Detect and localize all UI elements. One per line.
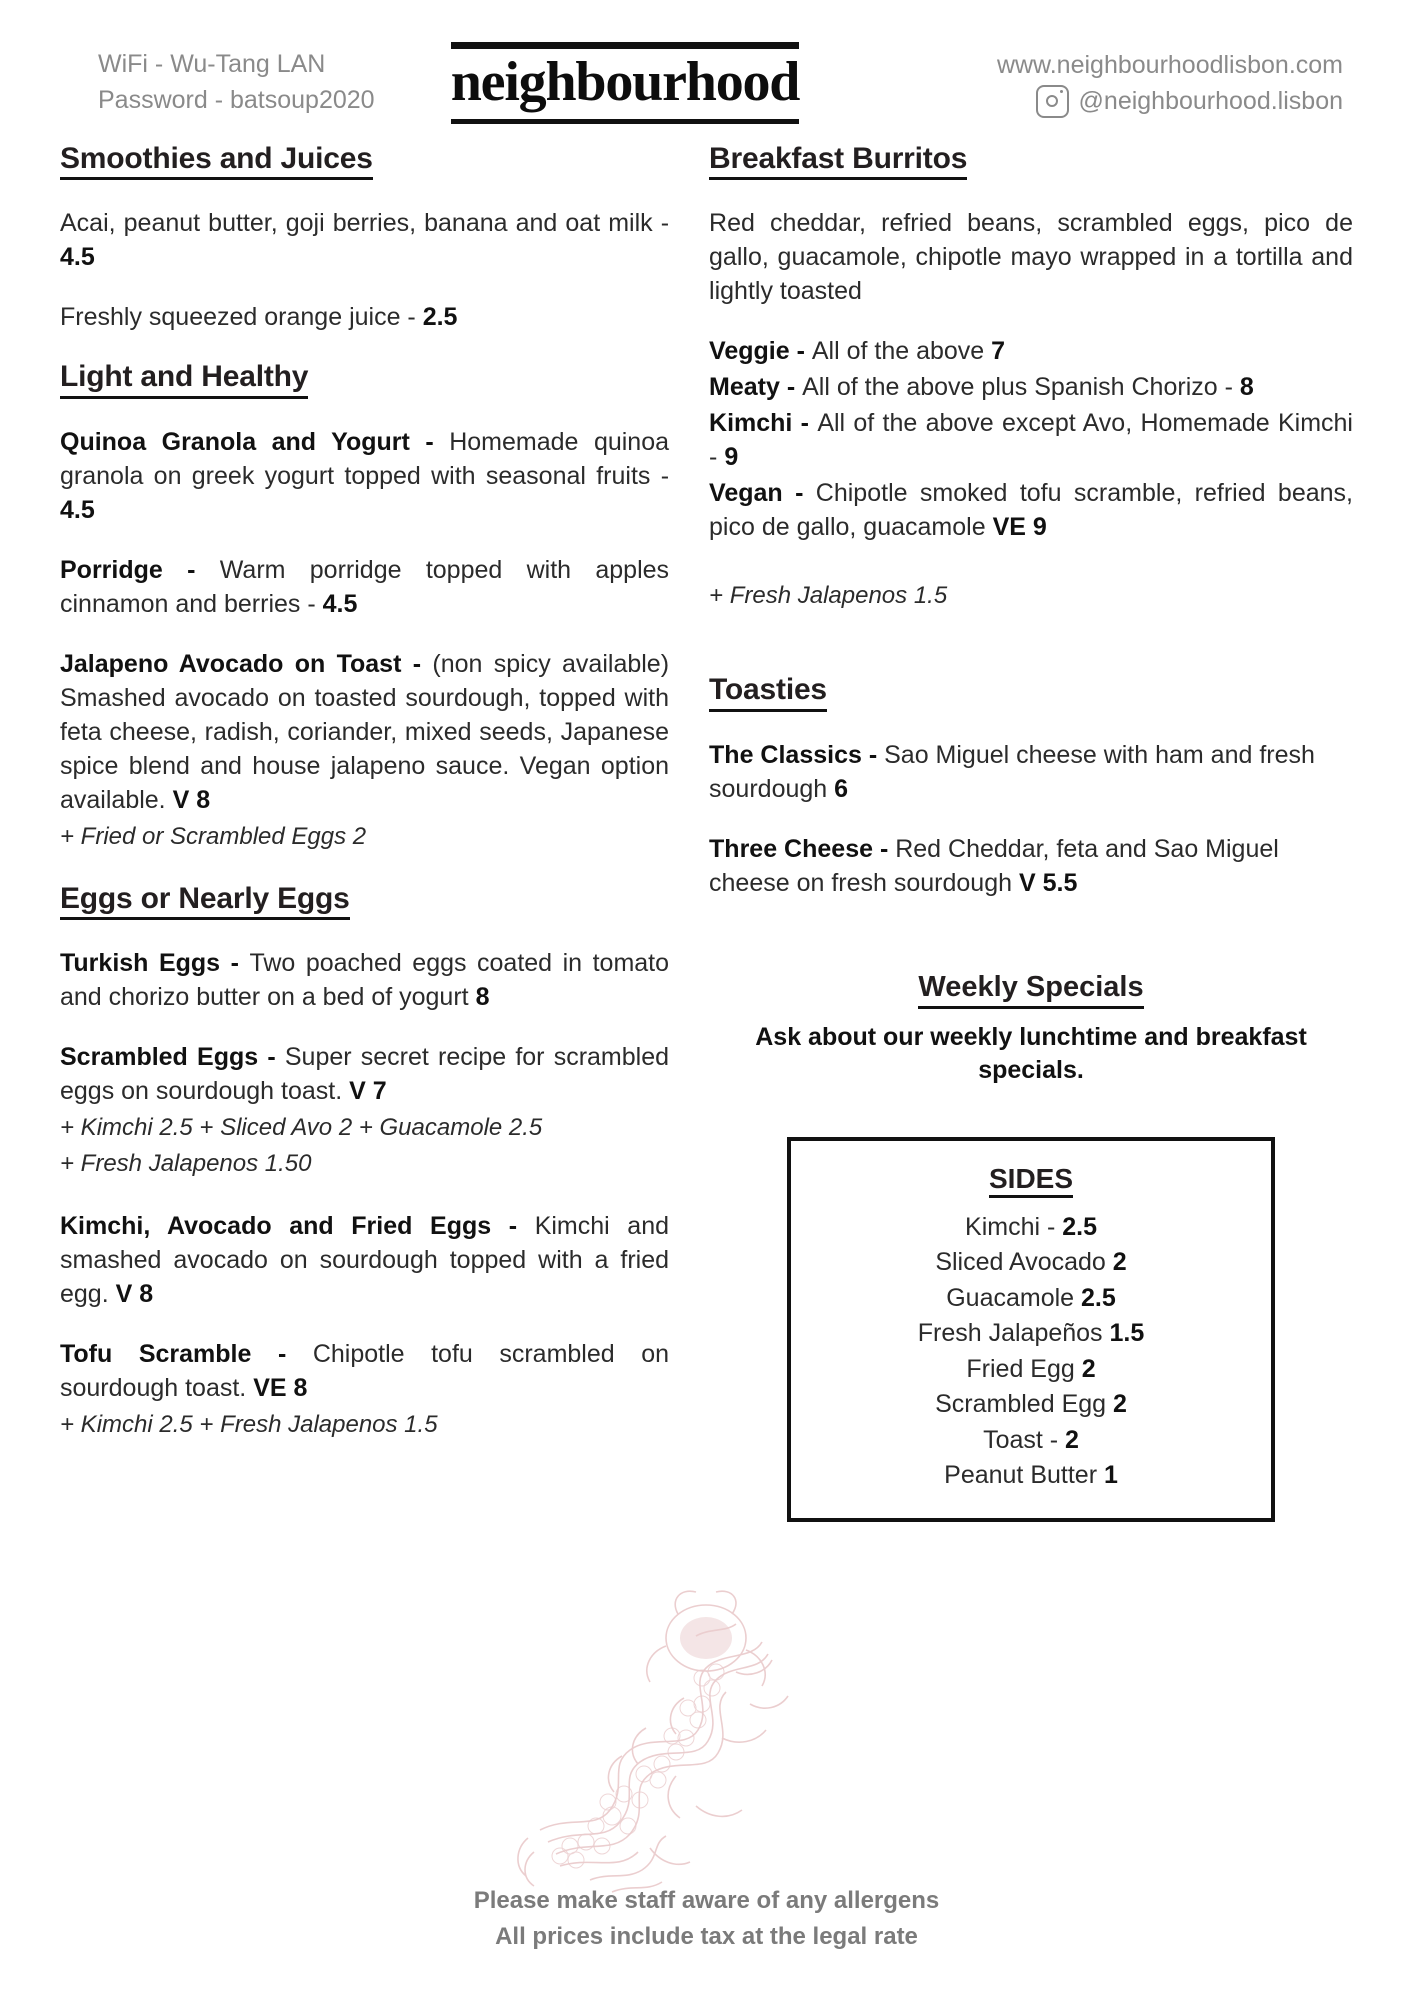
- item-price: 4.5: [322, 589, 358, 618]
- side-label: Fried Egg: [966, 1354, 1082, 1383]
- menu-item-the-classics: [709, 738, 1353, 806]
- item-name: Veggie -: [709, 337, 812, 366]
- menu-item-jalapeno-avocado-toast: [60, 647, 669, 817]
- item-name: Quinoa Granola and Yogurt -: [60, 427, 450, 456]
- menu-item-acai-smoothie: [60, 206, 669, 274]
- item-description: Acai, peanut butter, goji berries, banana and oat milk -: [60, 209, 670, 238]
- weekly-specials-heading: Weekly Specials: [918, 970, 1143, 1009]
- menu-columns: [0, 124, 1413, 1522]
- item-description: Chipotle smoked tofu scramble, refried beans, pico de gallo, guacamole: [709, 479, 1353, 542]
- menu-item-burrito-vegan: [709, 476, 1353, 544]
- item-description: All of the above plus Spanish Chorizo -: [802, 373, 1240, 402]
- menu-item-addon: + Kimchi 2.5 + Sliced Avo 2 + Guacamole 2.5: [60, 1114, 543, 1142]
- logo-rule-top: [451, 42, 799, 49]
- instagram-icon: [1036, 85, 1069, 118]
- sides-item-peanut-butter: [801, 1458, 1261, 1494]
- weekly-specials-subtitle: Ask about our weekly lunchtime and breakfast specials.: [755, 1022, 1307, 1084]
- menu-item-addon-secondary: + Fresh Jalapenos 1.50: [60, 1149, 312, 1177]
- item-price: V 8: [172, 785, 211, 814]
- wifi-network-line: WiFi - Wu-Tang LAN: [98, 50, 326, 79]
- section-heading-eggs-or-nearly-eggs: Eggs or Nearly Eggs: [60, 882, 350, 921]
- side-label: Guacamole: [946, 1283, 1082, 1312]
- menu-item-addon: + Fried or Scrambled Eggs 2: [60, 822, 367, 850]
- item-name: Turkish Eggs -: [60, 949, 250, 978]
- side-label: Sliced Avocado: [935, 1248, 1113, 1277]
- section-heading-light-and-healthy: Light and Healthy: [60, 360, 308, 399]
- menu-item-burrito-kimchi: [709, 406, 1353, 474]
- item-description: All of the above except Avo, Homemade Kimchi -: [709, 409, 1353, 472]
- item-name: The Classics -: [709, 740, 885, 769]
- menu-item-scrambled-eggs: [60, 1040, 669, 1108]
- brand-logo: [400, 42, 850, 124]
- burrito-options-list: [709, 334, 1353, 544]
- item-name: Tofu Scramble -: [60, 1339, 313, 1368]
- menu-item-three-cheese: [709, 832, 1353, 900]
- section-heading-toasties: Toasties: [709, 673, 827, 712]
- item-price: VE 9: [992, 513, 1047, 542]
- sides-box: [787, 1137, 1275, 1522]
- item-description: Two poached eggs coated in tomato and chorizo butter on a bed of yogurt: [60, 949, 670, 1012]
- side-label: Peanut Butter: [944, 1461, 1104, 1490]
- item-description: Homemade quinoa granola on greek yogurt topped with seasonal fruits -: [60, 427, 670, 490]
- menu-item-turkish-eggs: [60, 946, 669, 1014]
- item-price: V 7: [349, 1077, 387, 1106]
- side-price: 1: [1103, 1461, 1118, 1490]
- item-price: 4.5: [60, 495, 95, 524]
- side-price: 2: [1065, 1425, 1079, 1454]
- item-name: Meaty -: [709, 373, 803, 402]
- item-description: (non spicy available) Smashed avocado on toasted sourdough, topped with feta cheese, radish, coriander, mixed seeds, Japanese spice blend and house jalapeno sauce. Vegan option available.: [60, 649, 670, 814]
- menu-item-kimchi-avocado-fried-eggs: [60, 1209, 669, 1311]
- item-price: 8: [475, 983, 490, 1012]
- item-name: Kimchi, Avocado and Fried Eggs -: [60, 1211, 535, 1240]
- item-name: Three Cheese -: [709, 834, 896, 863]
- menu-item-burrito-meaty: [709, 370, 1353, 404]
- weekly-specials-block: [709, 970, 1353, 1087]
- wifi-info: [70, 47, 400, 118]
- side-label: Fresh Jalapeños: [917, 1319, 1110, 1348]
- allergen-notice: Please make staff aware of any allergens: [473, 1887, 940, 1914]
- item-description: All of the above: [811, 337, 992, 366]
- left-column: [60, 142, 699, 1522]
- section-heading-smoothies: Smoothies and Juices: [60, 142, 373, 181]
- sides-item-scrambled-egg: [801, 1387, 1261, 1423]
- side-label: Kimchi -: [965, 1212, 1063, 1241]
- side-label: Scrambled Egg: [935, 1390, 1113, 1419]
- dragon-watermark-decoration: [500, 1580, 840, 1910]
- instagram-handle: @neighbourhood.lisbon: [1078, 86, 1343, 115]
- sides-item-fresh-jalapenos: [801, 1316, 1261, 1352]
- burrito-addon: + Fresh Jalapenos 1.5: [709, 582, 948, 610]
- item-name: Kimchi -: [709, 409, 818, 438]
- item-description: Super secret recipe for scrambled eggs on sourdough toast.: [60, 1043, 670, 1106]
- section-heading-breakfast-burritos: Breakfast Burritos: [709, 142, 967, 181]
- menu-item-addon: + Kimchi 2.5 + Fresh Jalapenos 1.5: [60, 1410, 438, 1438]
- item-price: V 5.5: [1018, 868, 1078, 897]
- item-price: 9: [724, 443, 739, 472]
- sides-title: SIDES: [989, 1163, 1073, 1198]
- side-price: 2: [1112, 1248, 1127, 1277]
- item-description: Sao Miguel cheese with ham and fresh sourdough: [709, 740, 1315, 803]
- item-price: 6: [834, 774, 849, 803]
- item-name: Scrambled Eggs -: [60, 1043, 285, 1072]
- side-price: 2.5: [1062, 1212, 1098, 1241]
- sides-item-guacamole: [801, 1281, 1261, 1317]
- wifi-password-line: Password - batsoup2020: [98, 85, 375, 114]
- item-price: 4.5: [60, 243, 95, 272]
- side-label: Toast -: [983, 1425, 1066, 1454]
- menu-item-tofu-scramble: [60, 1337, 669, 1405]
- side-price: 2.5: [1081, 1283, 1116, 1312]
- item-price: V 8: [115, 1279, 154, 1308]
- sides-item-kimchi: [801, 1210, 1261, 1246]
- menu-header: [0, 0, 1413, 124]
- social-info: [850, 47, 1343, 120]
- instagram-row: [850, 83, 1343, 119]
- menu-item-porridge: [60, 553, 669, 621]
- side-price: 1.5: [1109, 1319, 1145, 1348]
- menu-item-orange-juice: [60, 300, 669, 334]
- side-price: 2: [1081, 1354, 1096, 1383]
- item-price: VE 8: [253, 1373, 308, 1402]
- item-description: Kimchi and smashed avocado on sourdough topped with a fried egg.: [60, 1211, 670, 1308]
- item-price: 7: [991, 337, 1006, 366]
- item-name: Vegan -: [709, 479, 816, 508]
- item-description: Chipotle tofu scrambled on sourdough toast.: [60, 1339, 670, 1402]
- logo-wordmark: neighbourhood: [450, 51, 800, 113]
- item-name: Porridge -: [60, 555, 220, 584]
- menu-item-quinoa-granola-yogurt: [60, 425, 669, 527]
- sides-item-sliced-avocado: [801, 1245, 1261, 1281]
- tax-notice: All prices include tax at the legal rate: [495, 1923, 918, 1950]
- sides-item-fried-egg: [801, 1352, 1261, 1388]
- item-description: Warm porridge topped with apples cinnamon and berries -: [60, 555, 670, 618]
- item-price: 8: [1239, 373, 1254, 402]
- burrito-base-description: Red cheddar, refried beans, scrambled eggs, pico de gallo, guacamole, chipotle mayo wrapped in a tortilla and lightly toasted: [709, 209, 1353, 306]
- item-description: Red Cheddar, feta and Sao Miguel cheese on fresh sourdough: [709, 834, 1279, 897]
- menu-item-burrito-veggie: [709, 334, 1353, 368]
- sides-item-toast: [801, 1423, 1261, 1459]
- item-name: Jalapeno Avocado on Toast -: [60, 649, 433, 678]
- menu-footer: [0, 1883, 1413, 1955]
- website-url: www.neighbourhoodlisbon.com: [996, 50, 1343, 79]
- right-column: [699, 142, 1353, 1522]
- item-price: 2.5: [422, 303, 458, 332]
- side-price: 2: [1113, 1390, 1127, 1419]
- item-description: Freshly squeezed orange juice -: [60, 303, 423, 332]
